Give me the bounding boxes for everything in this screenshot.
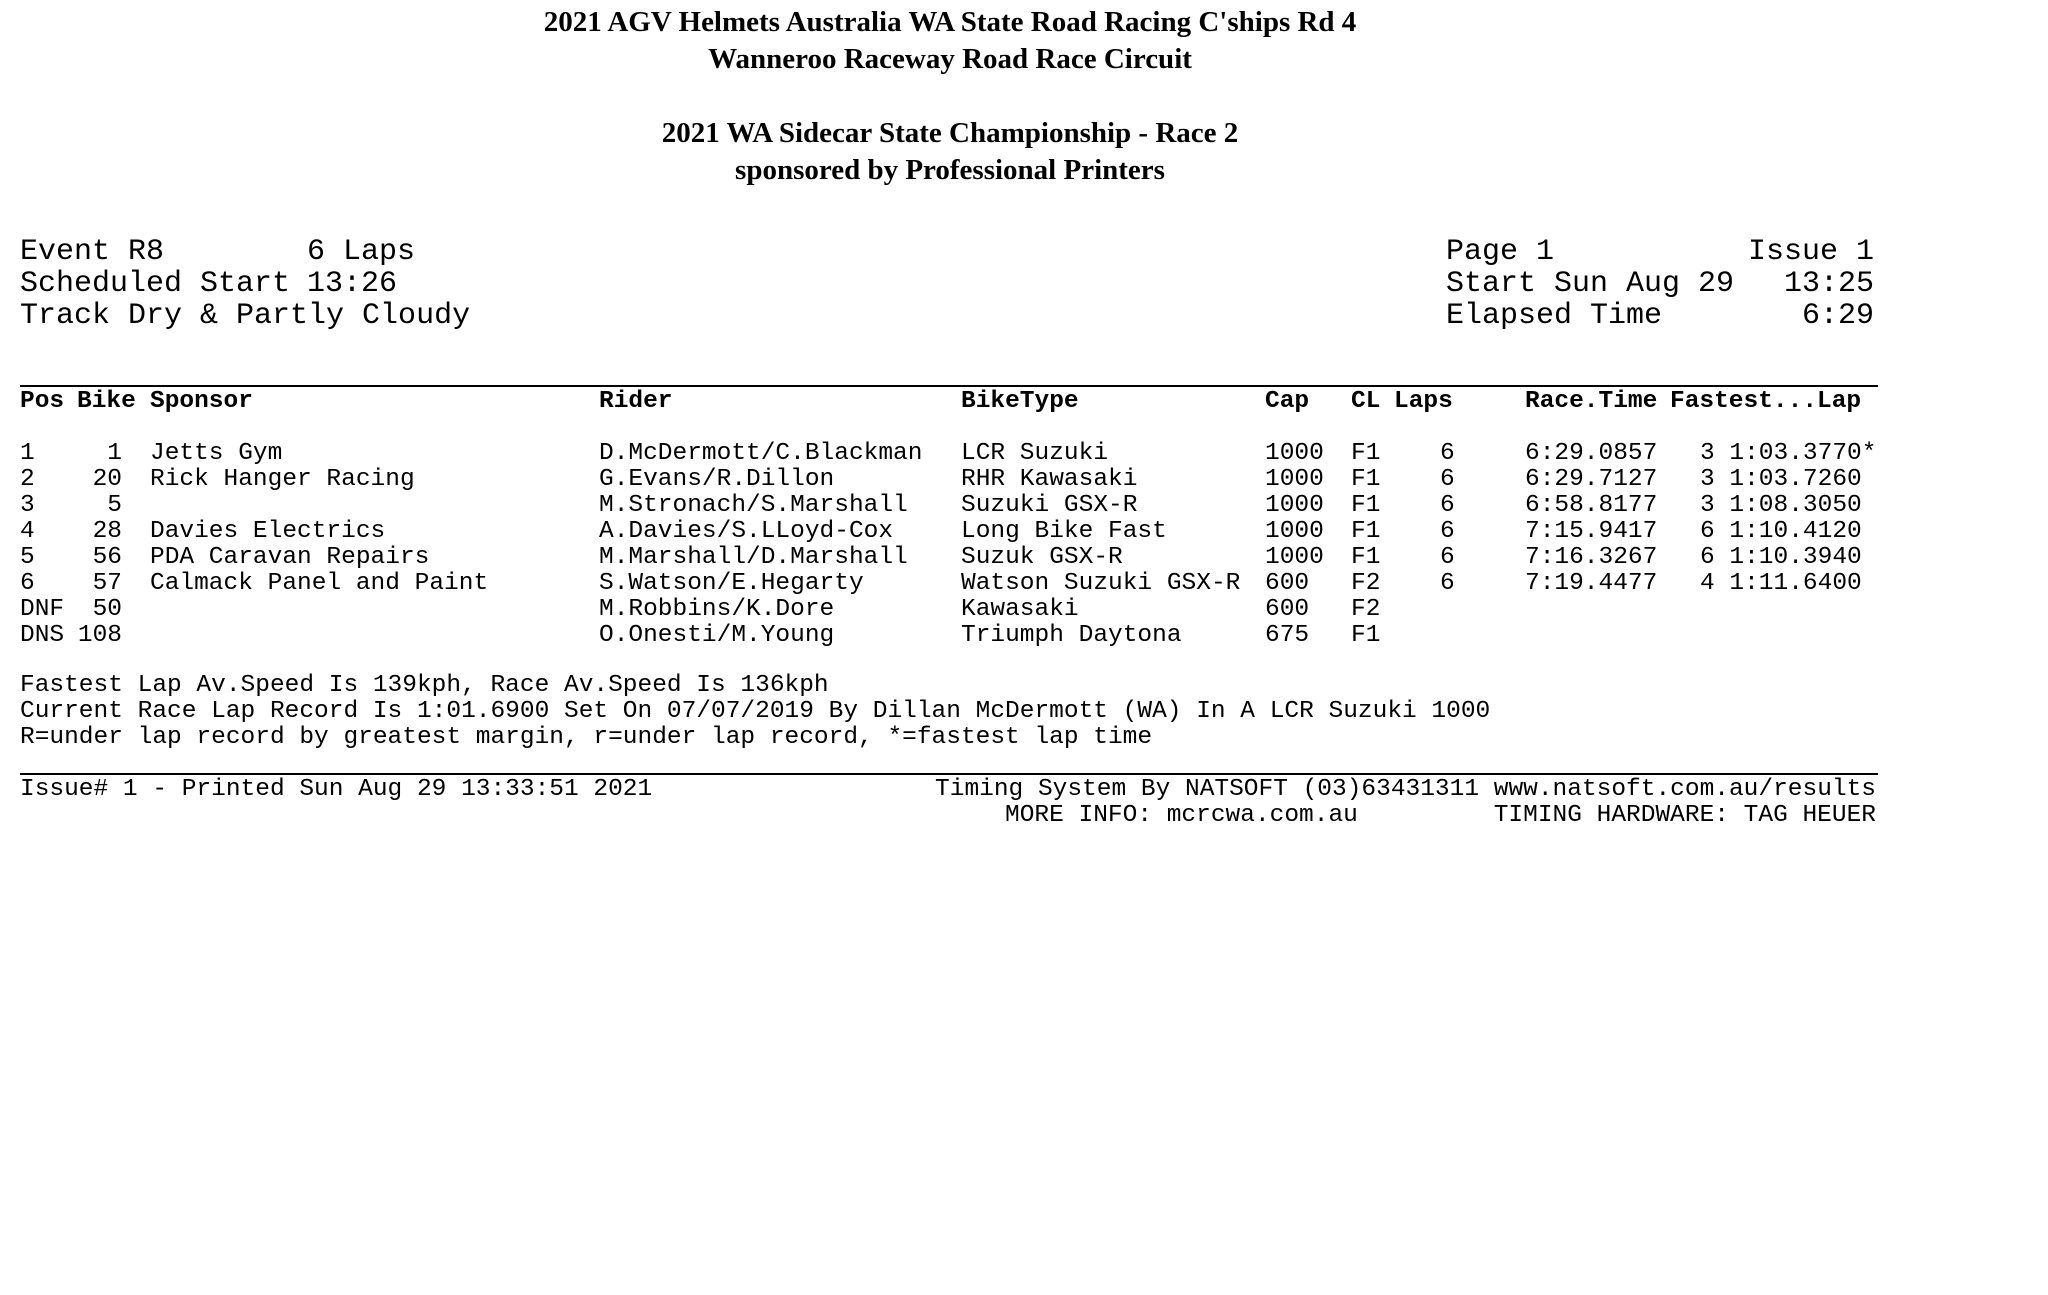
issue-number: Issue 1 [1747,235,1874,269]
col-bike: Bike [77,388,136,415]
footer-rule [20,773,1878,775]
cell-biketype: Suzuki GSX-R [961,492,1138,519]
cell-pos: 3 [20,492,35,519]
cell-biketype: Kawasaki [961,596,1079,623]
table-top-rule [20,385,1878,387]
legend-note: R=under lap record by greatest margin, r=under lap record, *=fastest lap time [20,724,1153,751]
cell-bike: 20 [92,466,122,493]
cell-pos: 2 [20,466,35,493]
event-laps: 6 Laps [307,235,416,269]
cell-fastest: 3 1:03.7260 [1700,466,1862,493]
cell-pos: 4 [20,518,35,545]
cell-rider: M.Marshall/D.Marshall [599,544,908,571]
cell-rider: O.Onesti/M.Young [599,622,835,649]
cell-racetime: 6:58.8177 [1525,492,1658,519]
issue-printed: Issue# 1 - Printed Sun Aug 29 13:33:51 2021 [20,776,653,803]
col-pos: Pos [20,388,65,415]
cell-fastest: 3 1:03.3770* [1700,440,1877,467]
cell-pos: 1 [20,440,35,467]
event-title: 2021 AGV Helmets Australia WA State Road Racing C'ships Rd 4 [543,6,1357,38]
cell-cap: 1000 [1265,518,1324,545]
cell-biketype: RHR Kawasaki [961,466,1138,493]
cell-rider: G.Evans/R.Dillon [599,466,835,493]
start-label: Start Sun Aug 29 [1446,267,1735,301]
col-biketype: BikeType [961,388,1079,415]
cell-fastest: 6 1:10.3940 [1700,544,1862,571]
cell-cl: F2 [1351,570,1381,597]
cell-cl: F1 [1351,440,1381,467]
speed-note: Fastest Lap Av.Speed Is 139kph, Race Av.Speed Is 136kph [20,672,829,699]
cell-biketype: Triumph Daytona [961,622,1182,649]
cell-cap: 675 [1265,622,1310,649]
cell-laps: 6 [1440,492,1455,519]
cell-sponsor: Calmack Panel and Paint [150,570,489,597]
cell-bike: 28 [92,518,122,545]
circuit-title: Wanneroo Raceway Road Race Circuit [708,43,1192,75]
cell-sponsor: PDA Caravan Repairs [150,544,430,571]
elapsed-label: Elapsed Time [1446,299,1663,333]
cell-biketype: Suzuk GSX-R [961,544,1123,571]
sponsor-title: sponsored by Professional Printers [735,154,1165,186]
cell-rider: M.Robbins/K.Dore [599,596,835,623]
cell-pos: DNF [20,596,65,623]
cell-pos: 6 [20,570,35,597]
event-label: Event R8 [20,235,165,269]
cell-cap: 600 [1265,596,1310,623]
cell-cap: 1000 [1265,544,1324,571]
timing-system: Timing System By NATSOFT (03)63431311 www.natsoft.com.au/results [935,776,1876,803]
cell-bike: 56 [92,544,122,571]
cell-racetime: 7:15.9417 [1525,518,1658,545]
cell-pos: 5 [20,544,35,571]
start-time: 13:25 [1783,267,1874,301]
cell-bike: 1 [107,440,122,467]
cell-biketype: Watson Suzuki GSX-R [961,570,1241,597]
col-fastest: Fastest...Lap [1670,388,1862,415]
cell-cl: F2 [1351,596,1381,623]
cell-fastest: 6 1:10.4120 [1700,518,1862,545]
cell-racetime: 6:29.0857 [1525,440,1658,467]
track-condition: Track Dry & Partly Cloudy [20,299,471,333]
cell-cl: F1 [1351,544,1381,571]
scheduled-time: 13:26 [307,267,398,301]
elapsed-time: 6:29 [1801,299,1874,333]
cell-cap: 1000 [1265,492,1324,519]
cell-cl: F1 [1351,466,1381,493]
cell-sponsor: Jetts Gym [150,440,283,467]
cell-cl: F1 [1351,518,1381,545]
cell-rider: A.Davies/S.LLoyd-Cox [599,518,894,545]
cell-fastest: 4 1:11.6400 [1700,570,1862,597]
scheduled-label: Scheduled Start [20,267,291,301]
cell-racetime: 6:29.7127 [1525,466,1658,493]
cell-laps: 6 [1440,544,1455,571]
cell-rider: M.Stronach/S.Marshall [599,492,908,519]
cell-bike: 57 [92,570,122,597]
cell-sponsor: Rick Hanger Racing [150,466,415,493]
cell-laps: 6 [1440,466,1455,493]
cell-rider: S.Watson/E.Hegarty [599,570,864,597]
lap-record-note: Current Race Lap Record Is 1:01.6900 Set On 07/07/2019 By Dillan McDermott (WA) In A LCR Suzuki 1000 [20,698,1491,725]
cell-racetime: 7:16.3267 [1525,544,1658,571]
col-racetime: Race.Time [1525,388,1658,415]
cell-cap: 600 [1265,570,1310,597]
cell-laps: 6 [1440,518,1455,545]
cell-bike: 50 [92,596,122,623]
col-laps: Laps [1394,388,1453,415]
cell-laps: 6 [1440,570,1455,597]
page-number: Page 1 [1446,235,1555,269]
cell-cl: F1 [1351,622,1381,649]
race-title: 2021 WA Sidecar State Championship - Race 2 [661,117,1239,149]
col-rider: Rider [599,388,673,415]
cell-sponsor: Davies Electrics [150,518,386,545]
cell-pos: DNS [20,622,65,649]
cell-biketype: Long Bike Fast [961,518,1167,545]
col-cap: Cap [1265,388,1310,415]
cell-fastest: 3 1:08.3050 [1700,492,1862,519]
more-info: MORE INFO: mcrcwa.com.au [1005,802,1358,829]
cell-rider: D.McDermott/C.Blackman [599,440,923,467]
cell-bike: 5 [107,492,122,519]
cell-biketype: LCR Suzuki [961,440,1109,467]
cell-cap: 1000 [1265,466,1324,493]
col-sponsor: Sponsor [150,388,253,415]
col-cl: CL [1351,388,1381,415]
cell-cap: 1000 [1265,440,1324,467]
cell-racetime: 7:19.4477 [1525,570,1658,597]
cell-laps: 6 [1440,440,1455,467]
timing-hardware: TIMING HARDWARE: TAG HEUER [1493,802,1876,829]
cell-bike: 108 [77,622,122,649]
cell-cl: F1 [1351,492,1381,519]
